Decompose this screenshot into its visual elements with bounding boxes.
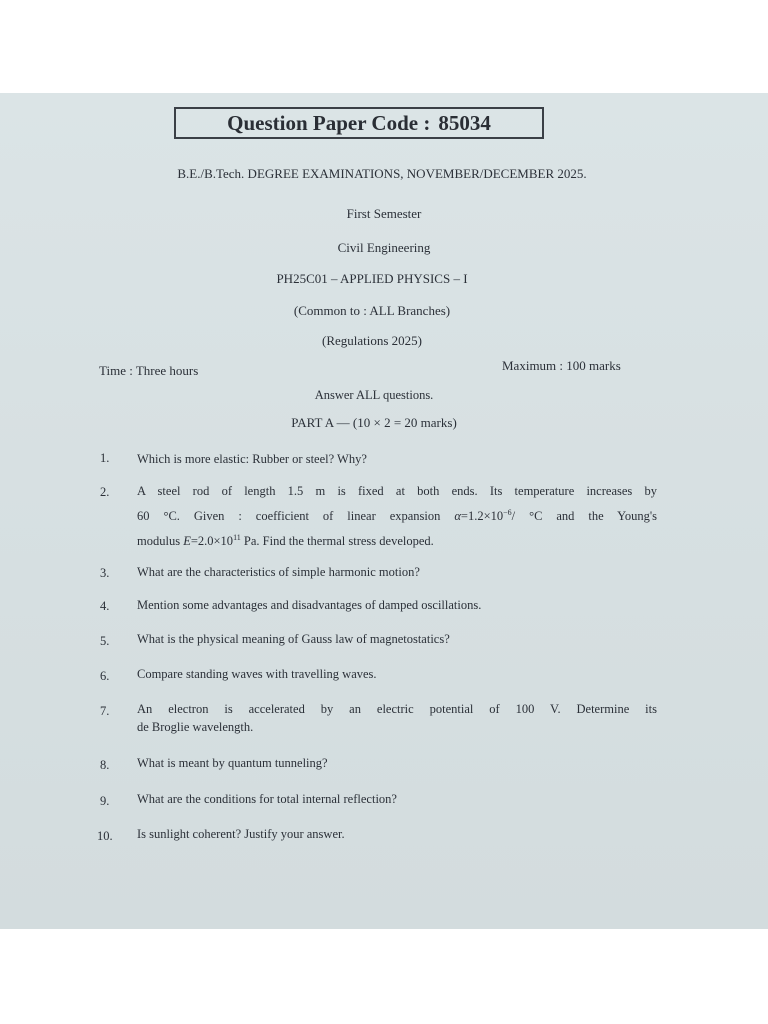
course-title: PH25C01 – APPLIED PHYSICS – I bbox=[276, 271, 468, 286]
question-line: An electron is accelerated by an electric potential of 100 V. Determine its bbox=[137, 702, 657, 716]
instruction: Answer ALL questions. bbox=[314, 388, 434, 402]
question-number: 2. bbox=[100, 485, 110, 499]
code-value: 85034 bbox=[438, 110, 491, 135]
regulations: (Regulations 2025) bbox=[321, 333, 422, 348]
question-text: Which is more elastic: Rubber or steel? Why? bbox=[137, 452, 367, 466]
common-note: (Common to : ALL Branches) bbox=[293, 303, 451, 318]
question-text: Is sunlight coherent? Justify your answer. bbox=[137, 827, 345, 841]
question-number: 4. bbox=[100, 599, 110, 613]
alpha-symbol: α bbox=[454, 509, 461, 524]
modulus-symbol: E bbox=[183, 534, 191, 549]
question-text: Compare standing waves with travelling waves. bbox=[137, 667, 377, 681]
maximum-marks: Maximum : 100 marks bbox=[502, 358, 621, 373]
question-text: What are the conditions for total internal reflection? bbox=[137, 792, 397, 806]
question-line: modulus $E=2.0\times 10^{11}$ Pa. Find the thermal stress developed. bbox=[137, 533, 434, 549]
part-heading: PART A — (10 × 2 = 20 marks) bbox=[291, 415, 457, 430]
question-number: 7. bbox=[100, 704, 110, 718]
question-number: 10. bbox=[97, 829, 113, 843]
branch: Civil Engineering bbox=[337, 240, 431, 255]
question-line: A steel rod of length 1.5 m is fixed at both ends. Its temperature increases by bbox=[137, 484, 657, 498]
question-text: Mention some advantages and disadvantages of damped oscillations. bbox=[137, 598, 482, 612]
exam-title: B.E./B.Tech. DEGREE EXAMINATIONS, NOVEMBER/DECEMBER 2025. bbox=[177, 166, 587, 181]
question-number: 3. bbox=[100, 566, 110, 580]
question-text: What is the physical meaning of Gauss law of magnetostatics? bbox=[137, 632, 450, 646]
question-paper-sheet bbox=[0, 93, 768, 929]
question-number: 5. bbox=[100, 634, 110, 648]
time-allowed: Time : Three hours bbox=[99, 363, 199, 378]
question-line: de Broglie wavelength. bbox=[137, 720, 254, 734]
question-text: What is meant by quantum tunneling? bbox=[137, 756, 328, 770]
question-number: 6. bbox=[100, 669, 110, 683]
question-number: 8. bbox=[100, 758, 110, 772]
question-text bbox=[137, 699, 657, 738]
question-paper-code-box bbox=[174, 107, 544, 139]
question-text bbox=[137, 481, 657, 552]
semester: First Semester bbox=[346, 206, 422, 221]
code-label: Question Paper Code : bbox=[227, 110, 431, 135]
question-line: 60 °C. Given : coefficient of linear expansion $\alpha=1.2\times 10^{-6}/$ °C and the Young's bbox=[137, 508, 658, 524]
question-text: What are the characteristics of simple harmonic motion? bbox=[137, 565, 420, 579]
question-number: 9. bbox=[100, 794, 110, 808]
question-number: 1. bbox=[100, 451, 110, 465]
